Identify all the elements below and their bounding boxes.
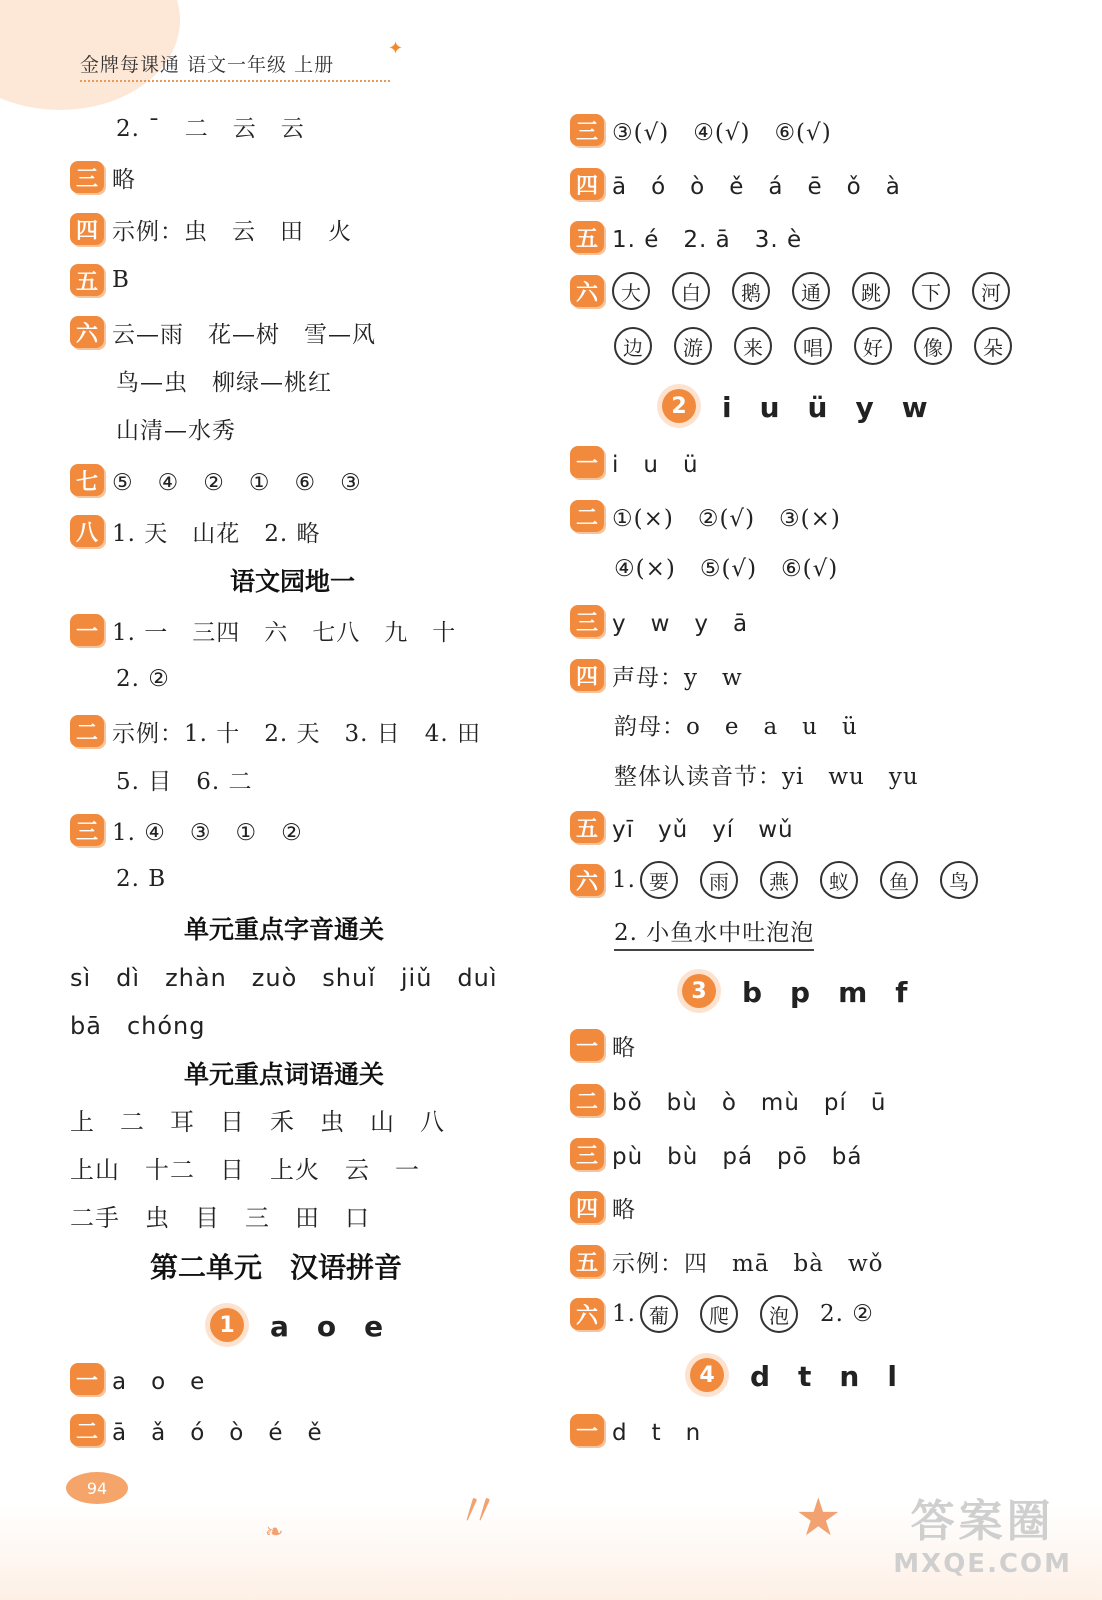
section-heading: 语文园地一 [230, 567, 356, 596]
lesson-heading: 3 b p m f [682, 971, 907, 1011]
circled-char: 像 [914, 327, 952, 365]
answer-item-6: 六 1. 葡 爬 泡 2. ② [570, 1294, 874, 1334]
answer-item-4: 四 ā ó ò ě á ē ǒ à [570, 164, 901, 204]
lesson-number: 3 [682, 974, 716, 1008]
circled-char: 白 [672, 272, 710, 310]
answer-item-5: 五 B [70, 260, 130, 300]
answer-item-3: 三 y w y ā [570, 601, 748, 641]
circled-char: 爬 [700, 1295, 738, 1333]
answer-item-2: 二 bǒ bù ò mù pí ū [570, 1080, 886, 1120]
lesson-number: 1 [210, 1308, 244, 1342]
circled-char: 鸟 [940, 861, 978, 899]
answer-item-3: 三 1. ④ ③ ① ② [70, 810, 303, 850]
circled-char: 雨 [700, 861, 738, 899]
section-badge: 六 [570, 275, 604, 307]
section-badge: 二 [70, 1414, 104, 1446]
circled-char: 葡 [640, 1295, 678, 1333]
answer-item-5: 五 示例：四 mā bà wǒ [570, 1241, 884, 1281]
section-badge: 二 [570, 1084, 604, 1116]
section-badge: 四 [70, 213, 104, 245]
section-badge: 五 [570, 221, 604, 253]
circled-char: 蚁 [820, 861, 858, 899]
answer-item-5: 五 yī yǔ yí wǔ [570, 807, 794, 847]
section-badge: 五 [570, 1245, 604, 1277]
answer-item-3: 三 pù bù pá pō bá [570, 1134, 862, 1174]
answer-item-2: 二 ā ǎ ó ò é ě [70, 1410, 323, 1450]
circled-char: 大 [612, 272, 650, 310]
pinyin-line: sì dì zhàn zuò shuǐ jiǔ duì [70, 964, 498, 992]
word-line: 上山 十二 日 上火 云 一 [70, 1156, 420, 1184]
answer-line: ④(×) ⑤(√) ⑥(√) [614, 555, 839, 582]
header-divider [80, 80, 390, 82]
section-badge: 一 [570, 1414, 604, 1446]
section-badge: 三 [570, 605, 604, 637]
answer-line: 5. 目 6. 二 [116, 768, 253, 795]
unit-heading: 第二单元 汉语拼音 [150, 1251, 403, 1284]
watermark: 答案圈 MXQE.COM [893, 1496, 1072, 1579]
answer-item-7: 七 ⑤ ④ ② ① ⑥ ③ [70, 460, 362, 500]
section-badge: 二 [570, 500, 604, 532]
seaweed-icon: 〃 [455, 1484, 501, 1538]
section-badge: 四 [570, 659, 604, 691]
circled-char: 唱 [794, 327, 832, 365]
answer-line: 整体认读音节：yi wu yu [614, 763, 919, 790]
answer-item-4: 四 略 [570, 1187, 636, 1227]
circled-char: 下 [912, 272, 950, 310]
answer-item-4: 四 示例：虫 云 田 火 [70, 209, 352, 249]
section-badge: 五 [70, 264, 104, 296]
section-badge: 三 [70, 814, 104, 846]
answer-line: 韵母：o e a u ü [614, 713, 858, 740]
circled-char: 跳 [852, 272, 890, 310]
circled-char: 好 [854, 327, 892, 365]
word-line: 二手 虫 目 三 田 口 [70, 1204, 370, 1232]
circled-char: 边 [614, 327, 652, 365]
answer-item-1: 一 a o e [70, 1359, 205, 1399]
circled-char: 鹅 [732, 272, 770, 310]
lesson-heading: 4 d t n l [690, 1355, 897, 1395]
answer-item-1: 一 i u ü [570, 442, 699, 482]
circled-characters [640, 1295, 798, 1333]
section-badge: 二 [70, 715, 104, 747]
section-heading: 单元重点字音通关 [184, 915, 385, 944]
answer-line: 山清—水秀 [116, 417, 236, 444]
answer-item-8: 八 1. 天 山花 2. 略 [70, 511, 321, 551]
starfish-icon: ★ [795, 1488, 842, 1548]
answer-item-1: 一 略 [570, 1025, 636, 1065]
answer-item-6 [570, 271, 1010, 311]
answer-item-3: 三 略 [70, 157, 136, 197]
section-badge: 六 [70, 316, 104, 348]
lesson-number: 4 [690, 1358, 724, 1392]
section-badge: 六 [570, 1298, 604, 1330]
circled-char: 河 [972, 272, 1010, 310]
answer-item-1: 一 d t n [570, 1410, 701, 1450]
lesson-heading: 2 i u ü y w [662, 386, 928, 426]
page-number: 94 [66, 1472, 128, 1504]
section-badge: 八 [70, 515, 104, 547]
answer-line: 2. B [116, 866, 167, 892]
section-badge: 三 [570, 1138, 604, 1170]
section-badge: 四 [570, 1191, 604, 1223]
answer-line: 2. 小鱼水中吐泡泡 [570, 912, 814, 952]
fish-icon: ❧ [265, 1520, 284, 1545]
section-badge: 七 [70, 464, 104, 496]
section-badge: 三 [70, 161, 104, 193]
circled-char: 泡 [760, 1295, 798, 1333]
answer-item-5: 五 1. é 2. ā 3. è [570, 217, 802, 257]
section-badge: 一 [70, 1363, 104, 1395]
section-badge: 六 [570, 864, 604, 896]
answer-item-2: 二 ①(×) ②(√) ③(×) [570, 496, 841, 536]
circled-char: 要 [640, 861, 678, 899]
circled-char: 燕 [760, 861, 798, 899]
sparkle-icon: ✦ [388, 38, 404, 59]
section-badge: 一 [570, 446, 604, 478]
answer-line: 2. ˉ 二 云 云 [116, 115, 305, 142]
answer-item-4: 四 声母：y w [570, 655, 743, 695]
lesson-number: 2 [662, 389, 696, 423]
circled-char: 鱼 [880, 861, 918, 899]
answer-line: 鸟—虫 柳绿—桃红 [116, 369, 332, 396]
book-title: 金牌每课通 语文一年级 上册 [80, 54, 335, 76]
word-line: 上 二 耳 日 禾 虫 山 八 [70, 1108, 445, 1136]
answer-line [570, 326, 1012, 366]
pinyin-line: bā chóng [70, 1012, 206, 1040]
circled-characters [614, 327, 1012, 365]
section-badge: 一 [70, 614, 104, 646]
answer-item-1: 一 1. 一 三四 六 七八 九 十 [70, 610, 456, 650]
circled-char: 来 [734, 327, 772, 365]
lesson-heading: 1 a o e [210, 1305, 383, 1345]
circled-char: 游 [674, 327, 712, 365]
circled-char: 通 [792, 272, 830, 310]
answer-line: 2. ② [116, 666, 170, 692]
circled-characters [612, 272, 1010, 310]
section-badge: 五 [570, 811, 604, 843]
circled-char: 朵 [974, 327, 1012, 365]
section-heading: 单元重点词语通关 [184, 1060, 385, 1089]
section-badge: 三 [570, 114, 604, 146]
section-badge: 一 [570, 1029, 604, 1061]
answer-item-2: 二 示例：1. 十 2. 天 3. 日 4. 田 [70, 711, 481, 751]
answer-item-6: 六 云—雨 花—树 雪—风 [70, 312, 376, 352]
section-badge: 四 [570, 168, 604, 200]
circled-characters [640, 861, 978, 899]
answer-item-3: 三 ③(√) ④(√) ⑥(√) [570, 110, 832, 150]
answer-item-6: 六 1. 要 雨 燕 蚁 鱼 鸟 [570, 860, 978, 900]
